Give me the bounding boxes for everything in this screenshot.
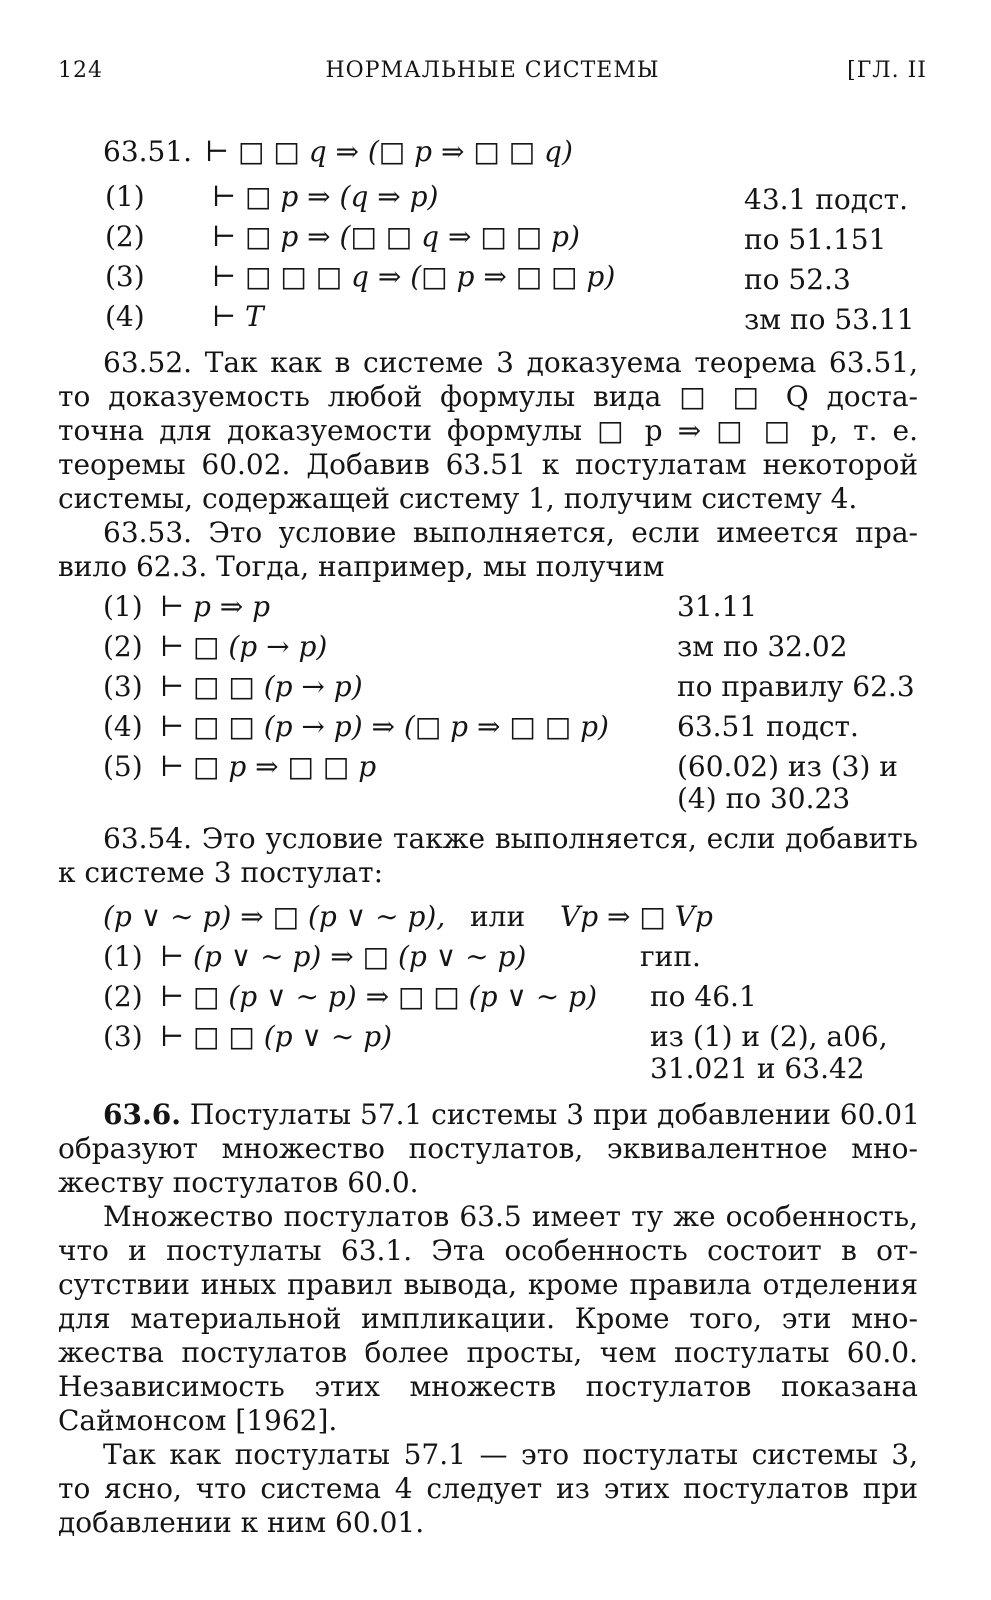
step-formula: ⊢ T <box>212 300 264 333</box>
step-justification: (60.02) из (3) и <box>677 750 898 783</box>
step-number: (3) <box>105 260 145 293</box>
text-line: то ясно, что система 4 следует из этих постулатов при <box>58 1472 918 1505</box>
running-title: НОРМАЛЬНЫЕ СИСТЕМЫ <box>325 58 660 83</box>
text-line: 63.52. Так как в системе 3 доказуема теорема 63.51, <box>103 346 918 379</box>
step-justification: зм по 53.11 <box>744 303 915 336</box>
text-line: жеству постулатов 60.0. <box>58 1166 419 1199</box>
step-formula: ⊢ □ p ⇒ □ □ p <box>160 750 377 783</box>
step-formula: ⊢ □ (p ∨ ∼ p) ⇒ □ □ (p ∨ ∼ p) <box>160 980 598 1013</box>
step-justification-continued: (4) по 30.23 <box>677 782 851 815</box>
text-line: сутствии иных правил вывода, кроме правила отделения <box>58 1268 918 1301</box>
step-formula: ⊢ (p ∨ ∼ p) ⇒ □ (p ∨ ∼ p) <box>160 940 527 973</box>
text-line: 63.54. Это условие также выполняется, если добавить <box>103 822 918 855</box>
text-line: системы, содержащей систему 1, получим систему 4. <box>58 482 858 515</box>
step-justification: 63.51 подст. <box>677 710 859 743</box>
text-line: для материальной импликации. Кроме того, эти мно- <box>58 1302 918 1335</box>
step-justification: по 46.1 <box>650 980 757 1013</box>
postulate-alternative: Vp ⇒ □ Vp <box>560 900 713 933</box>
step-formula: ⊢ □ □ (p ∨ ∼ p) <box>160 1020 393 1053</box>
step-number: (1) <box>105 180 145 213</box>
step-number: (3) <box>103 1020 143 1053</box>
chapter-marker: [ГЛ. II <box>847 58 927 83</box>
step-number: (1) <box>103 590 143 623</box>
step-justification: из (1) и (2), а06, <box>650 1020 888 1053</box>
section-label: 63.6. <box>103 1098 181 1131</box>
text-line: Так как постулаты 57.1 — это постулаты системы 3, <box>103 1438 918 1471</box>
step-formula: ⊢ p ⇒ p <box>160 590 271 623</box>
step-number: (4) <box>105 300 145 333</box>
theorem-formula: ⊢ □ □ q ⇒ (□ p ⇒ □ □ q) <box>205 135 573 168</box>
running-header <box>58 58 927 94</box>
page-number: 124 <box>58 58 103 83</box>
step-number: (2) <box>105 220 145 253</box>
step-justification: 43.1 подст. <box>744 183 909 216</box>
text-line: Независимость этих множеств постулатов показана <box>58 1370 918 1403</box>
step-number: (1) <box>103 940 143 973</box>
step-justification: 31.11 <box>677 590 758 623</box>
step-justification-continued: 31.021 и 63.42 <box>650 1052 865 1085</box>
text-line: образуют множество постулатов, эквивалентное мно- <box>58 1132 918 1165</box>
step-formula: ⊢ □ □ (p → p) <box>160 670 363 703</box>
text-line: вило 62.3. Тогда, например, мы получим <box>58 550 665 583</box>
text-line: жества постулатов более просты, чем постулаты 60.0. <box>58 1336 918 1369</box>
step-formula: ⊢ □ □ □ q ⇒ (□ p ⇒ □ □ p) <box>212 260 616 293</box>
text-line: что и постулаты 63.1. Эта особенность состоит в от- <box>58 1234 918 1267</box>
postulate-main: (p ∨ ∼ p) ⇒ □ (p ∨ ∼ p), <box>103 900 446 933</box>
step-number: (4) <box>103 710 143 743</box>
theorem-number: 63.51. <box>103 135 193 168</box>
text-line: добавлении к ним 60.01. <box>58 1506 425 1539</box>
step-formula: ⊢ □ p ⇒ (q ⇒ p) <box>212 180 439 213</box>
step-justification: гип. <box>640 940 701 973</box>
text-line-body: Постулаты 57.1 системы 3 при добавлении 60.01 <box>189 1098 920 1131</box>
postulate-connector: или <box>470 900 526 933</box>
text-line: Саймонсом [1962]. <box>58 1404 338 1437</box>
text-line <box>103 1098 918 1131</box>
step-justification: по правилу 62.3 <box>677 670 915 703</box>
text-line: 63.53. Это условие выполняется, если имеется пра- <box>103 516 918 549</box>
step-number: (2) <box>103 980 143 1013</box>
text-line: теоремы 60.02. Добавив 63.51 к постулатам некоторой <box>58 448 918 481</box>
step-justification: зм по 32.02 <box>677 630 848 663</box>
step-formula: ⊢ □ □ (p → p) ⇒ (□ p ⇒ □ □ p) <box>160 710 609 743</box>
step-number: (3) <box>103 670 143 703</box>
step-justification: по 51.151 <box>744 223 887 256</box>
text-line: точна для доказуемости формулы □ p ⇒ □ □ p, т. е. <box>58 414 918 447</box>
step-formula: ⊢ □ (p → p) <box>160 630 328 663</box>
text-line: к системе 3 постулат: <box>58 856 384 889</box>
text-line: то доказуемость любой формулы вида □ □ Q доста- <box>58 380 918 413</box>
step-number: (2) <box>103 630 143 663</box>
step-number: (5) <box>103 750 143 783</box>
text-line: Множество постулатов 63.5 имеет ту же особенность, <box>103 1200 918 1233</box>
step-formula: ⊢ □ p ⇒ (□ □ q ⇒ □ □ p) <box>212 220 580 253</box>
step-justification: по 52.3 <box>744 263 851 296</box>
